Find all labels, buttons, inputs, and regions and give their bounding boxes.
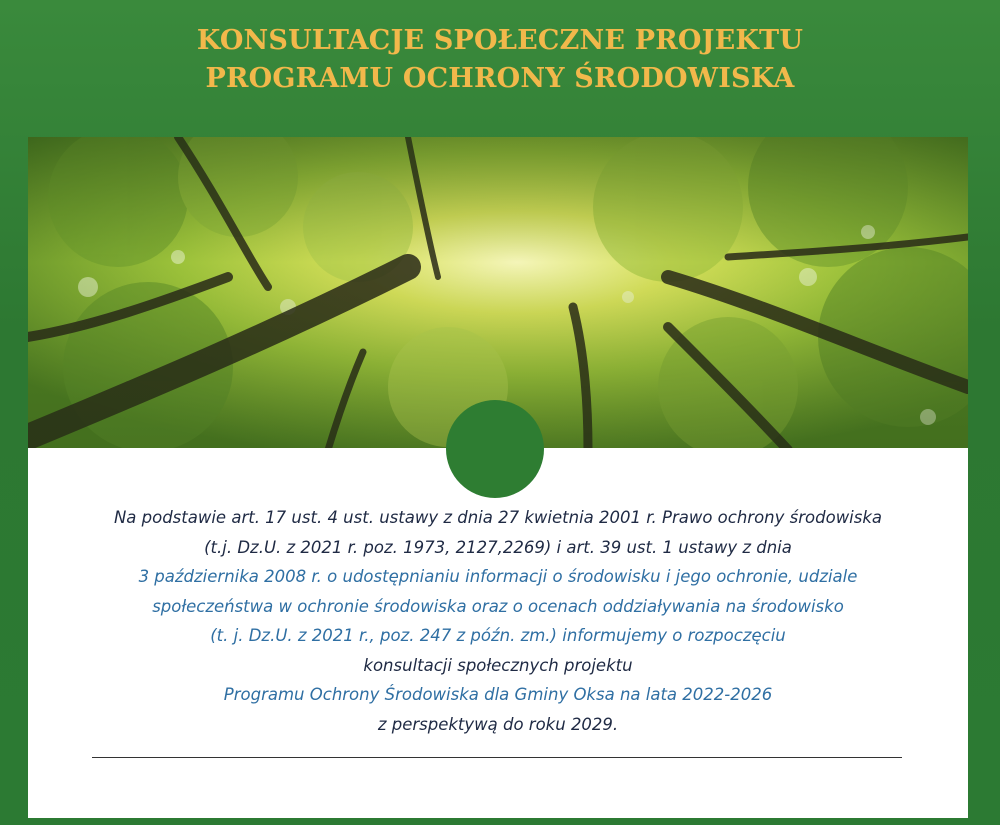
- announcement-line: Programu Ochrony Środowiska dla Gminy Oksa na lata 2022-2026: [223, 685, 773, 704]
- announcement-line: konsultacji społecznych projektu: [363, 655, 633, 675]
- decorative-circle: [446, 400, 544, 498]
- title-line-2: PROGRAMU OCHRONY ŚRODOWISKA: [205, 63, 795, 94]
- announcement-text: [28, 503, 968, 739]
- title-line-1: KONSULTACJE SPOŁECZNE PROJEKTU: [196, 25, 804, 56]
- divider-line: [92, 757, 902, 758]
- announcement-line: (t.j. Dz.U. z 2021 r. poz. 1973, 2127,2269) i art. 39 ust. 1 ustawy z dnia: [204, 537, 792, 557]
- announcement-line: Na podstawie art. 17 ust. 4 ust. ustawy z dnia 27 kwietnia 2001 r. Prawo ochrony środowiska: [113, 508, 883, 527]
- announcement-line: z perspektywą do roku 2029.: [377, 714, 619, 734]
- announcement-line: (t. j. Dz.U. z 2021 r., poz. 247 z późn. zm.) informujemy o rozpoczęciu: [210, 626, 786, 645]
- poster-title: [0, 22, 1000, 98]
- announcement-line: społeczeństwa w ochronie środowiska oraz o ocenach oddziaływania na środowisko: [152, 596, 844, 616]
- announcement-line: 3 października 2008 r. o udostępnianiu informacji o środowisku i jego ochronie, udziale: [138, 567, 858, 586]
